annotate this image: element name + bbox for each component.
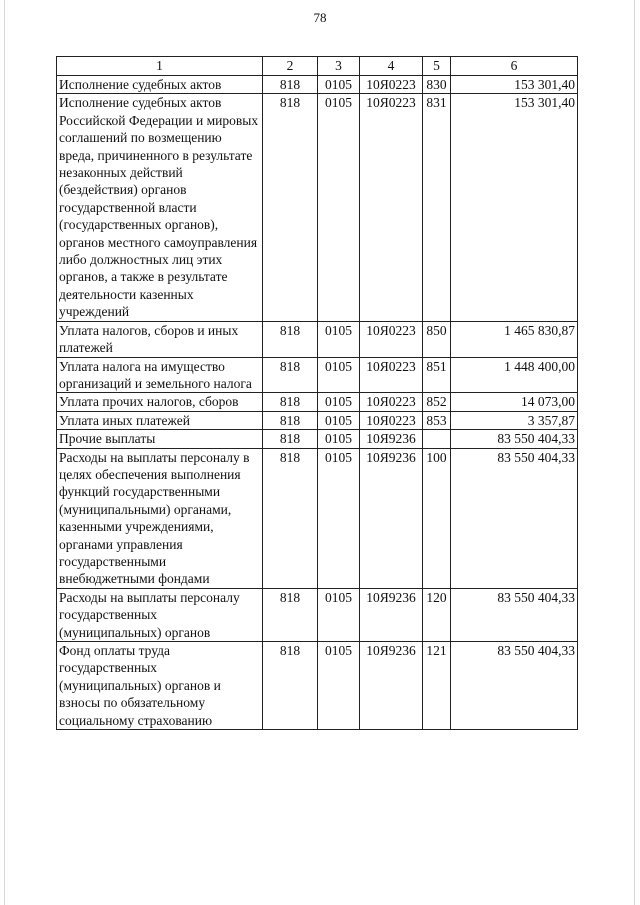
row-amount: 1 465 830,87 <box>451 321 578 357</box>
header-col-5: 5 <box>423 57 451 76</box>
row-code-4: 10Я9236 <box>360 448 423 588</box>
row-amount: 3 357,87 <box>451 411 578 429</box>
row-amount: 153 301,40 <box>451 94 578 321</box>
row-code-5: 851 <box>423 357 451 393</box>
row-name: Уплата прочих налогов, сборов <box>57 393 263 411</box>
row-code-3: 0105 <box>318 357 360 393</box>
row-code-5: 100 <box>423 448 451 588</box>
row-code-2: 818 <box>263 642 318 730</box>
header-col-6: 6 <box>451 57 578 76</box>
row-code-4: 10Я0223 <box>360 76 423 94</box>
row-code-5: 121 <box>423 642 451 730</box>
table-row <box>57 76 578 94</box>
row-code-5: 831 <box>423 94 451 321</box>
row-code-3: 0105 <box>318 448 360 588</box>
table-row <box>57 94 578 321</box>
budget-table <box>56 56 578 730</box>
row-amount: 83 550 404,33 <box>451 642 578 730</box>
row-name: Исполнение судебных актов Российской Федерации и мировых соглашений по возмещению вреда, причиненного в результате незаконных действий (бездействия) органов государственной власти (государственных органов), органов местного самоуправления либо должностных лиц этих органов, а также в результате деятельности казенных учреждений <box>57 94 263 321</box>
row-code-4: 10Я0223 <box>360 321 423 357</box>
row-code-3: 0105 <box>318 321 360 357</box>
row-name: Прочие выплаты <box>57 430 263 448</box>
row-code-2: 818 <box>263 94 318 321</box>
row-name: Исполнение судебных актов <box>57 76 263 94</box>
table-row <box>57 411 578 429</box>
row-code-2: 818 <box>263 448 318 588</box>
row-code-5: 120 <box>423 588 451 641</box>
table-row <box>57 642 578 730</box>
scan-left-edge <box>4 0 5 905</box>
table-row <box>57 588 578 641</box>
row-name: Уплата налогов, сборов и иных платежей <box>57 321 263 357</box>
row-code-2: 818 <box>263 321 318 357</box>
row-amount: 153 301,40 <box>451 76 578 94</box>
row-name: Фонд оплаты труда государственных (муниципальных) органов и взносы по обязательному социальному страхованию <box>57 642 263 730</box>
row-code-4: 10Я9236 <box>360 642 423 730</box>
row-name: Расходы на выплаты персоналу в целях обеспечения выполнения функций государственными (муниципальными) органами, казенными учреждениями, органами управления государственными внебюджетными фондами <box>57 448 263 588</box>
header-col-3: 3 <box>318 57 360 76</box>
row-code-3: 0105 <box>318 76 360 94</box>
table-row <box>57 448 578 588</box>
row-code-3: 0105 <box>318 393 360 411</box>
header-row <box>57 57 578 76</box>
table-row <box>57 430 578 448</box>
header-col-1: 1 <box>57 57 263 76</box>
row-code-4: 10Я0223 <box>360 393 423 411</box>
row-code-5: 850 <box>423 321 451 357</box>
header-col-2: 2 <box>263 57 318 76</box>
row-code-3: 0105 <box>318 430 360 448</box>
header-col-4: 4 <box>360 57 423 76</box>
row-code-4: 10Я0223 <box>360 94 423 321</box>
row-code-3: 0105 <box>318 642 360 730</box>
row-code-4: 10Я9236 <box>360 430 423 448</box>
row-code-5 <box>423 430 451 448</box>
row-code-5: 852 <box>423 393 451 411</box>
row-name: Уплата налога на имущество организаций и земельного налога <box>57 357 263 393</box>
row-amount: 1 448 400,00 <box>451 357 578 393</box>
row-code-4: 10Я0223 <box>360 411 423 429</box>
table-row <box>57 321 578 357</box>
row-code-5: 853 <box>423 411 451 429</box>
row-code-2: 818 <box>263 357 318 393</box>
row-code-2: 818 <box>263 76 318 94</box>
row-code-3: 0105 <box>318 588 360 641</box>
row-amount: 14 073,00 <box>451 393 578 411</box>
page-number: 78 <box>313 10 327 25</box>
row-code-2: 818 <box>263 411 318 429</box>
row-code-3: 0105 <box>318 94 360 321</box>
row-name: Расходы на выплаты персоналу государственных (муниципальных) органов <box>57 588 263 641</box>
row-code-5: 830 <box>423 76 451 94</box>
scan-right-edge <box>634 0 635 905</box>
row-code-2: 818 <box>263 393 318 411</box>
row-code-2: 818 <box>263 588 318 641</box>
row-code-2: 818 <box>263 430 318 448</box>
row-code-4: 10Я0223 <box>360 357 423 393</box>
row-name: Уплата иных платежей <box>57 411 263 429</box>
table-row <box>57 393 578 411</box>
row-code-3: 0105 <box>318 411 360 429</box>
row-amount: 83 550 404,33 <box>451 430 578 448</box>
row-amount: 83 550 404,33 <box>451 588 578 641</box>
row-amount: 83 550 404,33 <box>451 448 578 588</box>
table-row <box>57 357 578 393</box>
row-code-4: 10Я9236 <box>360 588 423 641</box>
